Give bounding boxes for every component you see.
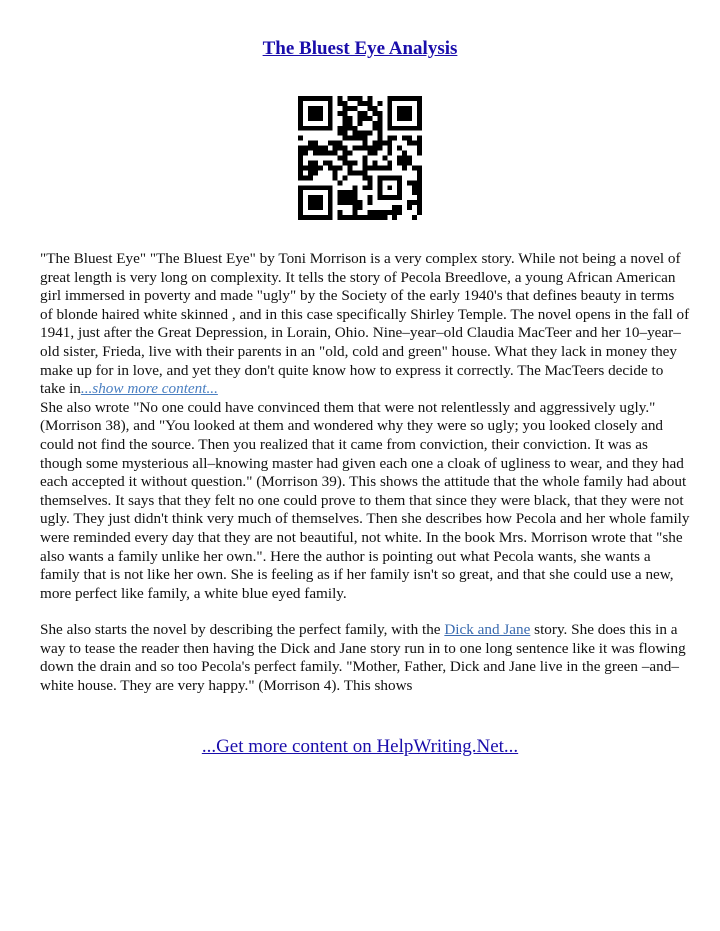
article-body: [40, 250, 690, 696]
paragraph-gap: [40, 603, 690, 621]
get-more-content-link[interactable]: ...Get more content on HelpWriting.Net...: [201, 736, 519, 757]
show-more-link[interactable]: ...show more content...: [80, 380, 218, 398]
paragraph-text: She also starts the novel by describing the perfect family, with the: [40, 621, 445, 639]
dick-and-jane-link[interactable]: Dick and Jane: [444, 621, 531, 639]
qr-code-icon: [298, 96, 422, 220]
paragraph-ugliness: She also wrote "No one could have convinced them that were not relentlessly and aggressively ugly." (Morrison 38), and "You looked at them and wondered why they were so ugly; you looked closely and could not find the source. Then you realized that it came from conviction, their conviction. It was as though some mysterious all–knowing master had given each one a cloak of ugliness to wear, and they had each accepted it without question." (Morrison 39). This shows the attitude that the whole family had about themselves. It says that they felt no one could prove to them that since they were black, that they were not ugly. They just didn't think very much of themselves. Then she describes how Pecola and her whole family were reminded every day that they are not beautiful, not white. In the book Mrs. Morrison wrote that "she also wants a family unlike her own.". Here the author is pointing out what Pecola wants, she wants a family that is not like her own. She is feeling as if her family isn't so great, and that she could use a new, more perfect like family, a white blue eyed family.: [40, 398, 690, 602]
paragraph-intro-text: "The Bluest Eye" "The Bluest Eye" by Toni Morrison is a very complex story. While not being a novel of great length is very long on complexity. It tells the story of Pecola Breedlove, a young African American girl immersed in poverty and made "ugly" by the Society of the early 1940's that defines beauty in terms of blonde haired white skinned , and in this case specifically Shirley Temple. The novel opens in the fall of 1941, just after the Great Depression, in Lorain, Ohio. Nine–year–old Claudia MacTeer and her 10–year–old sister, Frieda, live with their parents in an "old, cold and green" house. What they lack in money they make up for in love, and yet they don't quite know how to express it correctly. The MacTeers decide to take in: [40, 250, 690, 398]
paragraph-text: story. She does this in a way to tease the reader then having the Dick and Jane story run in to one long sentence like it was flowing down the drain and so too Pecola's perfect family. "Mother, Father, Dick and Jane live in the green –and– white house. They are very happy." (Morrison 4). This shows: [40, 621, 686, 695]
paragraph-dick-and-jane: [40, 621, 690, 695]
page-title[interactable]: The Bluest Eye Analysis: [262, 38, 458, 59]
paragraph-intro: [40, 250, 690, 399]
